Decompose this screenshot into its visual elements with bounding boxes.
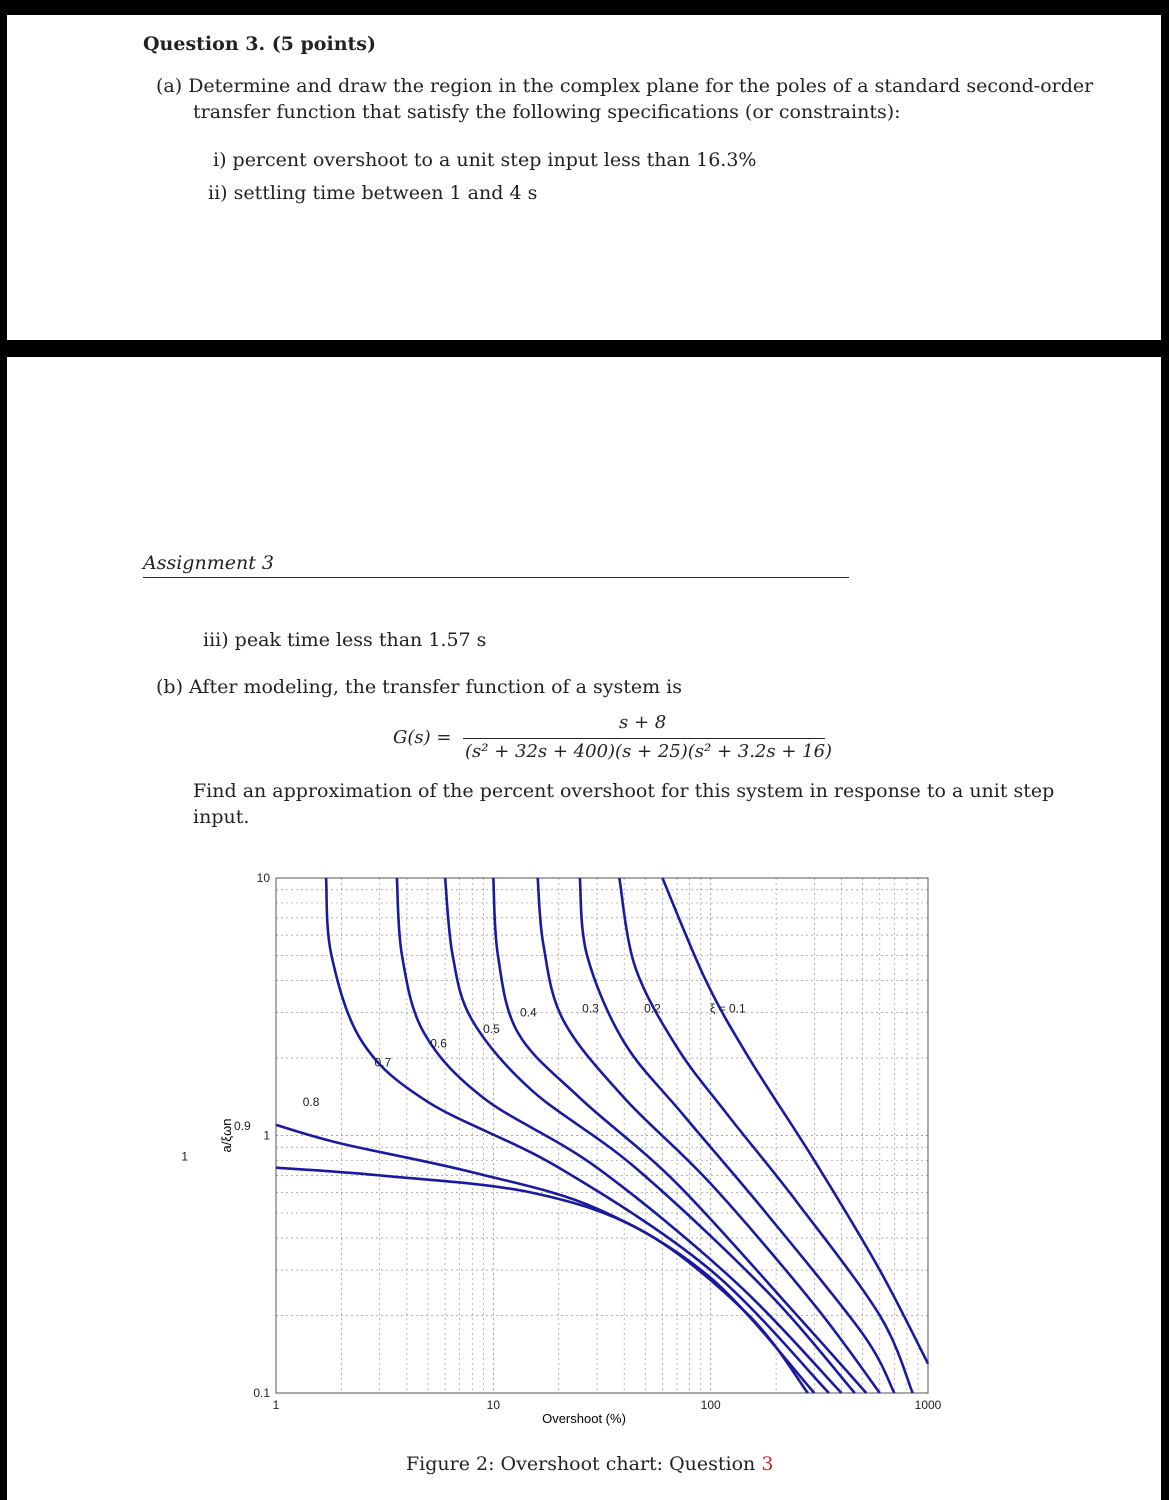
- x-axis-label: Overshoot (%): [542, 1411, 626, 1426]
- series-curve: [493, 878, 866, 1393]
- series-curve: [397, 878, 842, 1393]
- x-tick-label: 100: [700, 1398, 721, 1412]
- curve-label: 0.8: [302, 1095, 320, 1110]
- curve-label: 0.9: [233, 1119, 251, 1134]
- y-tick-label: 10: [256, 871, 270, 885]
- question-heading: Question 3. (5 points): [143, 33, 376, 55]
- part-a-line1: (a) Determine and draw the region in the complex plane for the poles of a standard second-order: [156, 75, 1094, 97]
- page-2: [7, 357, 1161, 1500]
- formula-denominator: (s² + 32s + 400)(s + 25)(s² + 3.2s + 16): [465, 741, 833, 762]
- spec-iii: iii) peak time less than 1.57 s: [203, 629, 487, 651]
- formula-numerator: s + 8: [619, 712, 667, 733]
- series-curve: [662, 878, 928, 1364]
- curve-label: 0.7: [374, 1055, 392, 1070]
- y-axis-label: a/ξωn: [219, 1118, 234, 1153]
- x-tick-label: 1000: [914, 1398, 942, 1412]
- caption-ref[interactable]: 3: [761, 1453, 774, 1475]
- y-tick-label: 0.1: [253, 1386, 270, 1400]
- curve-label: 0.3: [582, 1001, 599, 1016]
- figure-caption: [406, 1453, 773, 1475]
- curve-label: 0.4: [520, 1005, 537, 1020]
- page-1: [7, 15, 1161, 340]
- curve-label: 1: [181, 1149, 189, 1164]
- chart-ticks: [253, 871, 941, 1412]
- curve-label: 0.2: [644, 1001, 661, 1016]
- formula-lhs: G(s) =: [393, 727, 452, 748]
- part-a-line2: transfer function that satisfy the following specifications (or constraints):: [193, 101, 901, 123]
- chart-grid: [276, 878, 928, 1393]
- curve-label: 0.5: [483, 1022, 500, 1037]
- y-tick-label: 1: [263, 1128, 270, 1143]
- x-tick-label: 1: [272, 1398, 280, 1412]
- find-line2: input.: [193, 806, 250, 828]
- curve-label: 0.6: [430, 1036, 447, 1051]
- curve-label: ξ = 0.1: [710, 1001, 746, 1016]
- x-tick-label: 10: [486, 1398, 501, 1412]
- part-b: (b) After modeling, the transfer function of a system is: [156, 676, 682, 698]
- running-header: Assignment 3: [143, 552, 274, 574]
- overshoot-chart: [7, 357, 1161, 1500]
- series-curve: [538, 878, 880, 1393]
- caption-text: Figure 2: Overshoot chart: Question: [406, 1453, 756, 1475]
- spec-i: i) percent overshoot to a unit step input less than 16.3%: [213, 149, 757, 171]
- spec-ii: ii) settling time between 1 and 4 s: [208, 182, 538, 204]
- find-line1: Find an approximation of the percent overshoot for this system in response to a unit step: [193, 780, 1055, 802]
